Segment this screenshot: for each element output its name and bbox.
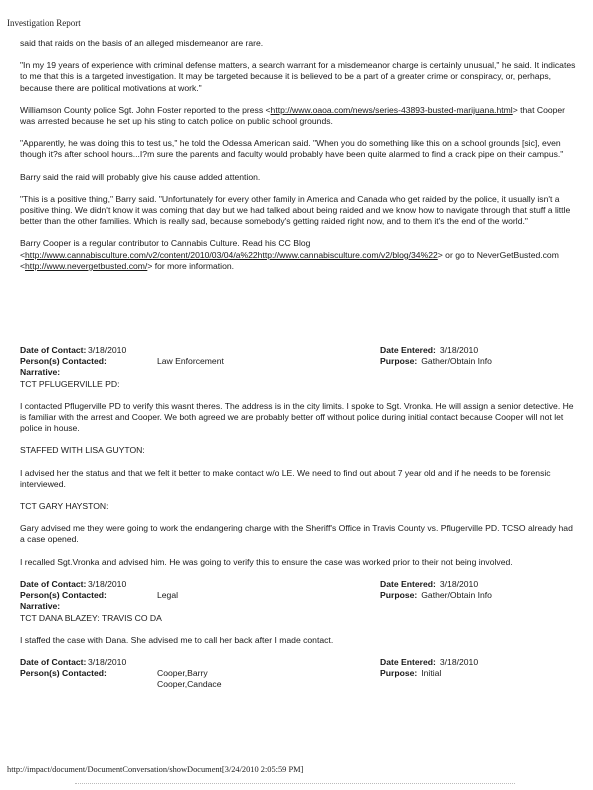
narrative-label: Narrative: <box>20 367 61 378</box>
spacer <box>20 283 580 345</box>
date-entered-label: Date Entered: <box>380 656 436 667</box>
text: > that Cooper was arrested because he set up his sting to catch police on public school grounds. <box>20 104 566 127</box>
date-entered-value: 3/18/2010 <box>439 345 479 356</box>
paragraph-foster <box>20 105 580 127</box>
purpose-value: Gather/Obtain Info <box>421 356 492 367</box>
text: > or go to NeverGetBusted.com < <box>20 249 559 271</box>
nevergetbusted-link[interactable]: http://www.nevergetbusted.com/ <box>25 260 148 271</box>
purpose-value: Gather/Obtain Info <box>421 590 492 601</box>
text: > for more information. <box>147 260 235 271</box>
paragraph: said that raids on the basis of an alleged misdemeanor are rare. <box>20 38 264 48</box>
purpose-label: Purpose: <box>380 356 418 367</box>
narrative-line: I contacted Pflugerville PD to verify this wasnt theres. The address is in the city limits. I spoke to Sgt. Vronka. He will assign a senior detective. He is familiar with the arrest and Cooper. We both agreed we are probably better off without police during initial contact because Cooper will not let police in house. <box>20 400 574 434</box>
date-of-contact-value: 3/18/2010 <box>88 656 127 667</box>
date-entered-value: 3/18/2010 <box>439 656 479 667</box>
date-entered-value: 3/18/2010 <box>439 578 479 589</box>
persons-contacted-label: Person(s) Contacted: <box>20 356 107 367</box>
persons-contacted-label: Person(s) Contacted: <box>20 668 107 679</box>
narrative-line: TCT DANA BLAZEY: TRAVIS CO DA <box>20 612 162 623</box>
purpose-label: Purpose: <box>380 668 418 679</box>
narrative-line: I staffed the case with Dana. She advised me to call her back after I made contact. <box>20 634 334 645</box>
scan-artifact <box>75 783 515 786</box>
narrative-line: TCT PFLUGERVILLE PD: <box>20 378 120 389</box>
narrative-line: I advised her the status and that we felt it better to make contact w/o LE. We need to find out about 7 year old and if he needs to be forensic interviewed. <box>20 467 551 489</box>
oaoa-link[interactable]: http://www.oaoa.com/news/series-43893-busted-marijuana.html <box>270 104 513 115</box>
date-of-contact-value: 3/18/2010 <box>88 578 127 589</box>
persons-contacted-value: Legal <box>157 590 179 601</box>
paragraph-cc-blog <box>20 238 580 272</box>
date-of-contact-label: Date of Contact: <box>20 656 87 667</box>
persons-contacted-value-2: Cooper,Candace <box>157 679 222 690</box>
paragraph: "In my 19 years of experience with criminal defense matters, a search warrant for a misdemeanor charge is certainly unusual," he said. It indicates to me that this is a targeted investigation. It may be targeted because it is believed to be a part of a greater crime or conspiracy, or, perhaps, because there are political motivations at work." <box>20 60 576 93</box>
narrative-line: TCT GARY HAYSTON: <box>20 501 109 512</box>
date-entered-label: Date Entered: <box>380 578 436 589</box>
date-of-contact-label: Date of Contact: <box>20 345 87 356</box>
persons-contacted-label: Person(s) Contacted: <box>20 590 107 601</box>
narrative-line: STAFFED WITH LISA GUYTON: <box>20 445 145 456</box>
footer-url: http://impact/document/DocumentConversation/showDocument[3/24/2010 2:05:59 PM] <box>7 765 304 774</box>
date-entered-label: Date Entered: <box>380 345 436 356</box>
purpose-value: Initial <box>421 668 442 679</box>
text: Williamson County police Sgt. John Foster reported to the press < <box>20 104 271 115</box>
paragraph: Barry said the raid will probably give his cause added attention. <box>20 171 261 182</box>
contact-record <box>20 579 580 646</box>
contact-record <box>20 657 580 691</box>
cannabisculture-link[interactable]: http://www.cannabisculture.com/v2/content/2010/03/04/a%22http://www.cannabisculture.com/v2/blog/34%22 <box>25 249 438 260</box>
narrative-line: I recalled Sgt.Vronka and advised him. He was going to verify this to ensure the case was worked prior to their not being involved. <box>20 556 513 567</box>
narrative-label: Narrative: <box>20 601 61 612</box>
purpose-label: Purpose: <box>380 590 418 601</box>
date-of-contact-value: 3/18/2010 <box>88 345 127 356</box>
paragraph: "Apparently, he was doing this to test us," he told the Odessa American said. "When you do something like this on a school grounds [sic], even though it?s after school hours...I?m sure the parents and faculty would probably have been quite alarmed to find a crack pipe on their campus." <box>20 138 564 160</box>
document-body <box>20 38 580 691</box>
date-of-contact-label: Date of Contact: <box>20 578 87 589</box>
text: Barry Cooper is a regular contributor to Cannabis Culture. Read his CC Blog < <box>20 238 311 260</box>
persons-contacted-value: Law Enforcement <box>157 356 224 367</box>
report-header-title: Investigation Report <box>7 18 81 28</box>
contact-record <box>20 345 580 568</box>
persons-contacted-value: Cooper,Barry <box>157 668 208 679</box>
narrative-line: Gary advised me they were going to work the endangering charge with the Sheriff's Office in Travis County vs. Pflugerville PD. TCSO already had a case opened. <box>20 523 573 545</box>
paragraph: "This is a positive thing," Barry said. "Unfortunately for every other family in America and Canada who get raided by the police, it usually isn't a positive thing. We didn't know it was coming that day but we had talked about being raided and we know how to navigate through that stuff a little better than the other families. Which is really sad, because somebody's getting raided right now, and to them it's the end of the world." <box>20 193 571 227</box>
